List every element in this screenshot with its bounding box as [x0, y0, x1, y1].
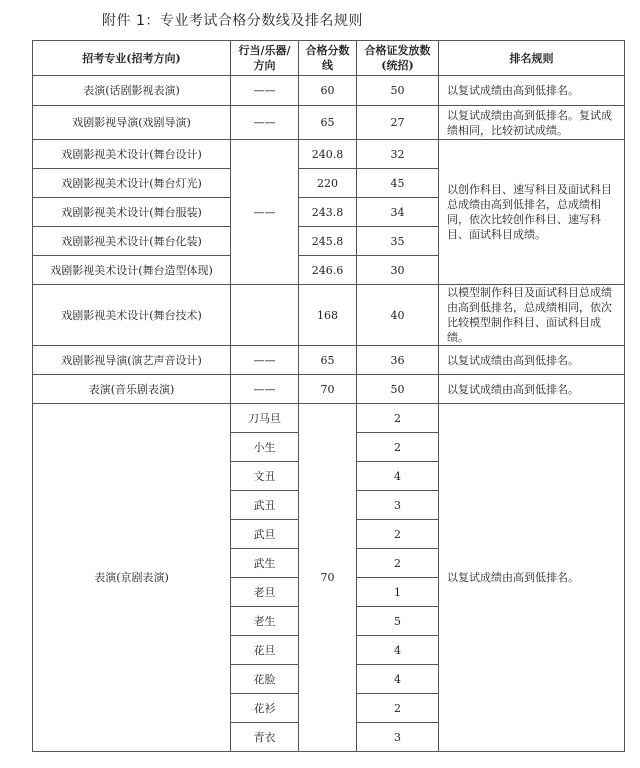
cell-score: 243.8 [299, 198, 357, 227]
cell-rule: 以模型制作科目及面试科目总成绩由高到低排名，总成绩相同，依次比较模型制作科目、面试科目成绩。 [439, 285, 625, 346]
cell-rule: 以复试成绩由高到低排名。复试成绩相同，比较初试成绩。 [439, 106, 625, 140]
cell-role: 老旦 [231, 578, 299, 607]
cell-role: 青衣 [231, 723, 299, 752]
cell-major: 表演(音乐剧表演) [33, 375, 231, 404]
table-row [33, 404, 625, 433]
cell-rule: 以复试成绩由高到低排名。 [439, 375, 625, 404]
cell-major: 戏剧影视导演(戏剧导演) [33, 106, 231, 140]
cell-role: 文丑 [231, 462, 299, 491]
header-score: 合格分数线 [299, 41, 357, 76]
cell-rule: 以创作科目、速写科目及面试科目总成绩由高到低排名，总成绩相同，依次比较创作科目、速写科目、面试科目成绩。 [439, 140, 625, 285]
cell-cert: 1 [357, 578, 439, 607]
cell-role: 花衫 [231, 694, 299, 723]
cell-cert: 30 [357, 256, 439, 285]
cell-track [231, 285, 299, 346]
cell-cert: 36 [357, 346, 439, 375]
cell-cert: 2 [357, 520, 439, 549]
cell-major: 表演(话剧影视表演) [33, 76, 231, 106]
cell-rule: 以复试成绩由高到低排名。 [439, 346, 625, 375]
cell-score: 220 [299, 169, 357, 198]
header-rule: 排名规则 [439, 41, 625, 76]
cell-cert: 3 [357, 723, 439, 752]
cell-cert: 2 [357, 404, 439, 433]
table-row [33, 76, 625, 106]
cell-rule: 以复试成绩由高到低排名。 [439, 404, 625, 752]
table-header-row [33, 41, 625, 76]
header-track: 行当/乐器/方向 [231, 41, 299, 76]
cell-score: 240.8 [299, 140, 357, 169]
cell-role: 武生 [231, 549, 299, 578]
cell-role: 老生 [231, 607, 299, 636]
header-major: 招考专业(招考方向) [33, 41, 231, 76]
table-row [33, 140, 625, 169]
cell-cert: 32 [357, 140, 439, 169]
cell-major: 戏剧影视美术设计(舞台技术) [33, 285, 231, 346]
table-row [33, 375, 625, 404]
cell-major: 戏剧影视美术设计(舞台设计) [33, 140, 231, 169]
cell-major: 戏剧影视导演(演艺声音设计) [33, 346, 231, 375]
cell-score: 246.6 [299, 256, 357, 285]
cell-role: 刀马旦 [231, 404, 299, 433]
cell-track: —— [231, 76, 299, 106]
score-table [32, 40, 625, 752]
cell-cert: 4 [357, 665, 439, 694]
cell-major: 戏剧影视美术设计(舞台灯光) [33, 169, 231, 198]
cell-major: 表演(京剧表演) [33, 404, 231, 752]
cell-role: 武旦 [231, 520, 299, 549]
cell-cert: 50 [357, 76, 439, 106]
cell-score: 70 [299, 375, 357, 404]
cell-score: 60 [299, 76, 357, 106]
cell-role: 花脸 [231, 665, 299, 694]
cell-major: 戏剧影视美术设计(舞台造型体现) [33, 256, 231, 285]
cell-cert: 2 [357, 549, 439, 578]
cell-role: 武丑 [231, 491, 299, 520]
cell-cert: 40 [357, 285, 439, 346]
cell-cert: 27 [357, 106, 439, 140]
cell-cert: 3 [357, 491, 439, 520]
cell-major: 戏剧影视美术设计(舞台服装) [33, 198, 231, 227]
cell-score: 168 [299, 285, 357, 346]
cell-role: 花旦 [231, 636, 299, 665]
cell-cert: 4 [357, 636, 439, 665]
cell-rule: 以复试成绩由高到低排名。 [439, 76, 625, 106]
cell-cert: 2 [357, 694, 439, 723]
cell-cert: 2 [357, 433, 439, 462]
cell-track: —— [231, 106, 299, 140]
table-row [33, 346, 625, 375]
cell-track: —— [231, 140, 299, 285]
cell-cert: 5 [357, 607, 439, 636]
cell-track: —— [231, 346, 299, 375]
cell-role: 小生 [231, 433, 299, 462]
cell-cert: 35 [357, 227, 439, 256]
cell-cert: 45 [357, 169, 439, 198]
header-cert: 合格证发放数(统招) [357, 41, 439, 76]
table-row [33, 106, 625, 140]
page-title: 附件 1：专业考试合格分数线及排名规则 [102, 13, 363, 29]
cell-score: 245.8 [299, 227, 357, 256]
cell-major: 戏剧影视美术设计(舞台化装) [33, 227, 231, 256]
cell-score: 70 [299, 404, 357, 752]
cell-cert: 34 [357, 198, 439, 227]
cell-cert: 4 [357, 462, 439, 491]
table-row [33, 285, 625, 346]
cell-cert: 50 [357, 375, 439, 404]
cell-score: 65 [299, 106, 357, 140]
cell-score: 65 [299, 346, 357, 375]
cell-track: —— [231, 375, 299, 404]
